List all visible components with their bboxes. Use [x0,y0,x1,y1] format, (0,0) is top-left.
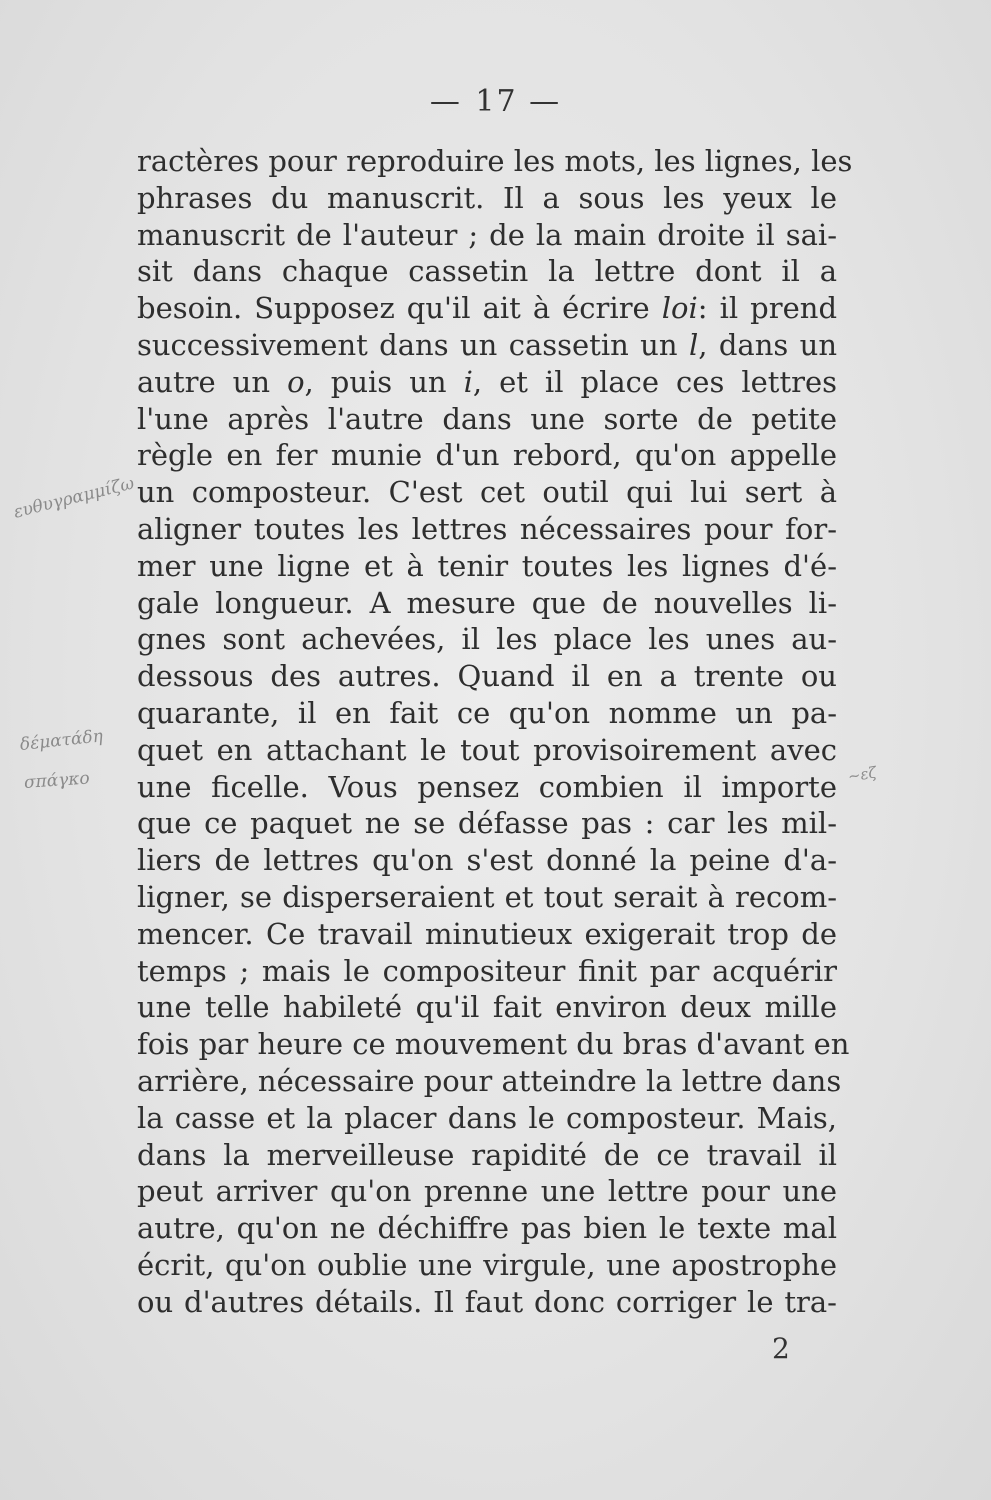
text-line: mer une ligne et à tenir toutes les lignes d'é- [137,548,837,583]
text-line: liers de lettres qu'on s'est donné la peine d'a- [137,843,837,878]
text-line [137,364,837,401]
signature-mark: 2 [772,1332,790,1365]
text-line: gnes sont achevées, il les place les unes au- [137,622,837,657]
text-line: fois par heure ce mouvement du bras d'avant en [137,1027,850,1062]
text-line: arrière, nécessaire pour atteindre la lettre dans [137,1063,842,1098]
text-segment: , et il place ces lettres [472,364,838,399]
margin-annotation-3: σπάγκο [23,768,91,793]
italic-word: i [463,364,473,399]
text-line: autre, qu'on ne déchiffre pas bien le texte mal [137,1211,837,1246]
text-line: manuscrit de l'auteur ; de la main droite il sai- [137,217,837,252]
text-line [137,327,837,364]
text-line: l'une après l'autre dans une sorte de petite [137,401,837,436]
text-line: sit dans chaque cassetin la lettre dont il a [137,254,837,289]
italic-word: l [688,327,699,362]
text-segment: , dans un [698,327,838,362]
folio-dash-left: — [429,84,462,119]
text-segment: successivement dans un cassetin un [137,327,678,362]
text-line: dessous des autres. Quand il en a trente ou [137,659,837,694]
text-line: un composteur. C'est cet outil qui lui sert à [137,475,837,510]
margin-annotation-4: ~εζ [846,763,878,786]
text-line: mencer. Ce travail minutieux exigerait trop de [137,916,837,951]
text-line: règle en fer munie d'un rebord, qu'on appelle [137,438,837,473]
text-line: gale longueur. A mesure que de nouvelles li- [137,585,837,620]
text-line: ou d'autres détails. Il faut donc corriger le tra- [137,1284,837,1319]
body-text [137,143,853,1321]
text-line: quarante, il en fait ce qu'on nomme un pa- [137,695,837,730]
text-line: que ce paquet ne se défasse pas : car les mil- [137,806,837,841]
margin-annotation-2: δέματάδη [18,726,104,755]
text-line: quet en attachant le tout provisoirement avec [137,732,837,767]
italic-word: loi [661,291,698,326]
text-line [137,290,837,327]
text-line: une ficelle. Vous pensez combien il importe [137,769,837,804]
italic-word: o [287,364,305,399]
text-segment: besoin. Supposez qu'il ait à écrire [137,291,650,326]
page-number-header [0,84,991,119]
text-line: la casse et la placer dans le composteur. Mais, [137,1100,837,1135]
margin-annotation-1: ευθυγραμμίζω [11,473,137,523]
text-line: écrit, qu'on oublie une virgule, une apostrophe [137,1247,837,1282]
text-line: ractères pour reproduire les mots, les lignes, les [137,144,853,178]
text-line: peut arriver qu'on prenne une lettre pour une [137,1174,837,1209]
text-line: aligner toutes les lettres nécessaires pour for- [137,511,837,546]
folio-number: 17 [475,84,518,119]
text-line: ligner, se disperseraient et tout serait à recom- [137,879,837,914]
text-segment: autre un [137,364,271,399]
text-line: une telle habileté qu'il fait environ deux mille [137,990,837,1025]
text-line: dans la merveilleuse rapidité de ce travail il [137,1137,837,1172]
folio-dash-right: — [529,84,562,119]
text-segment: : il prend [697,291,838,326]
text-line: phrases du manuscrit. Il a sous les yeux le [137,180,837,215]
text-segment: , puis un [304,364,447,399]
text-line: temps ; mais le compositeur finit par acquérir [137,953,837,988]
